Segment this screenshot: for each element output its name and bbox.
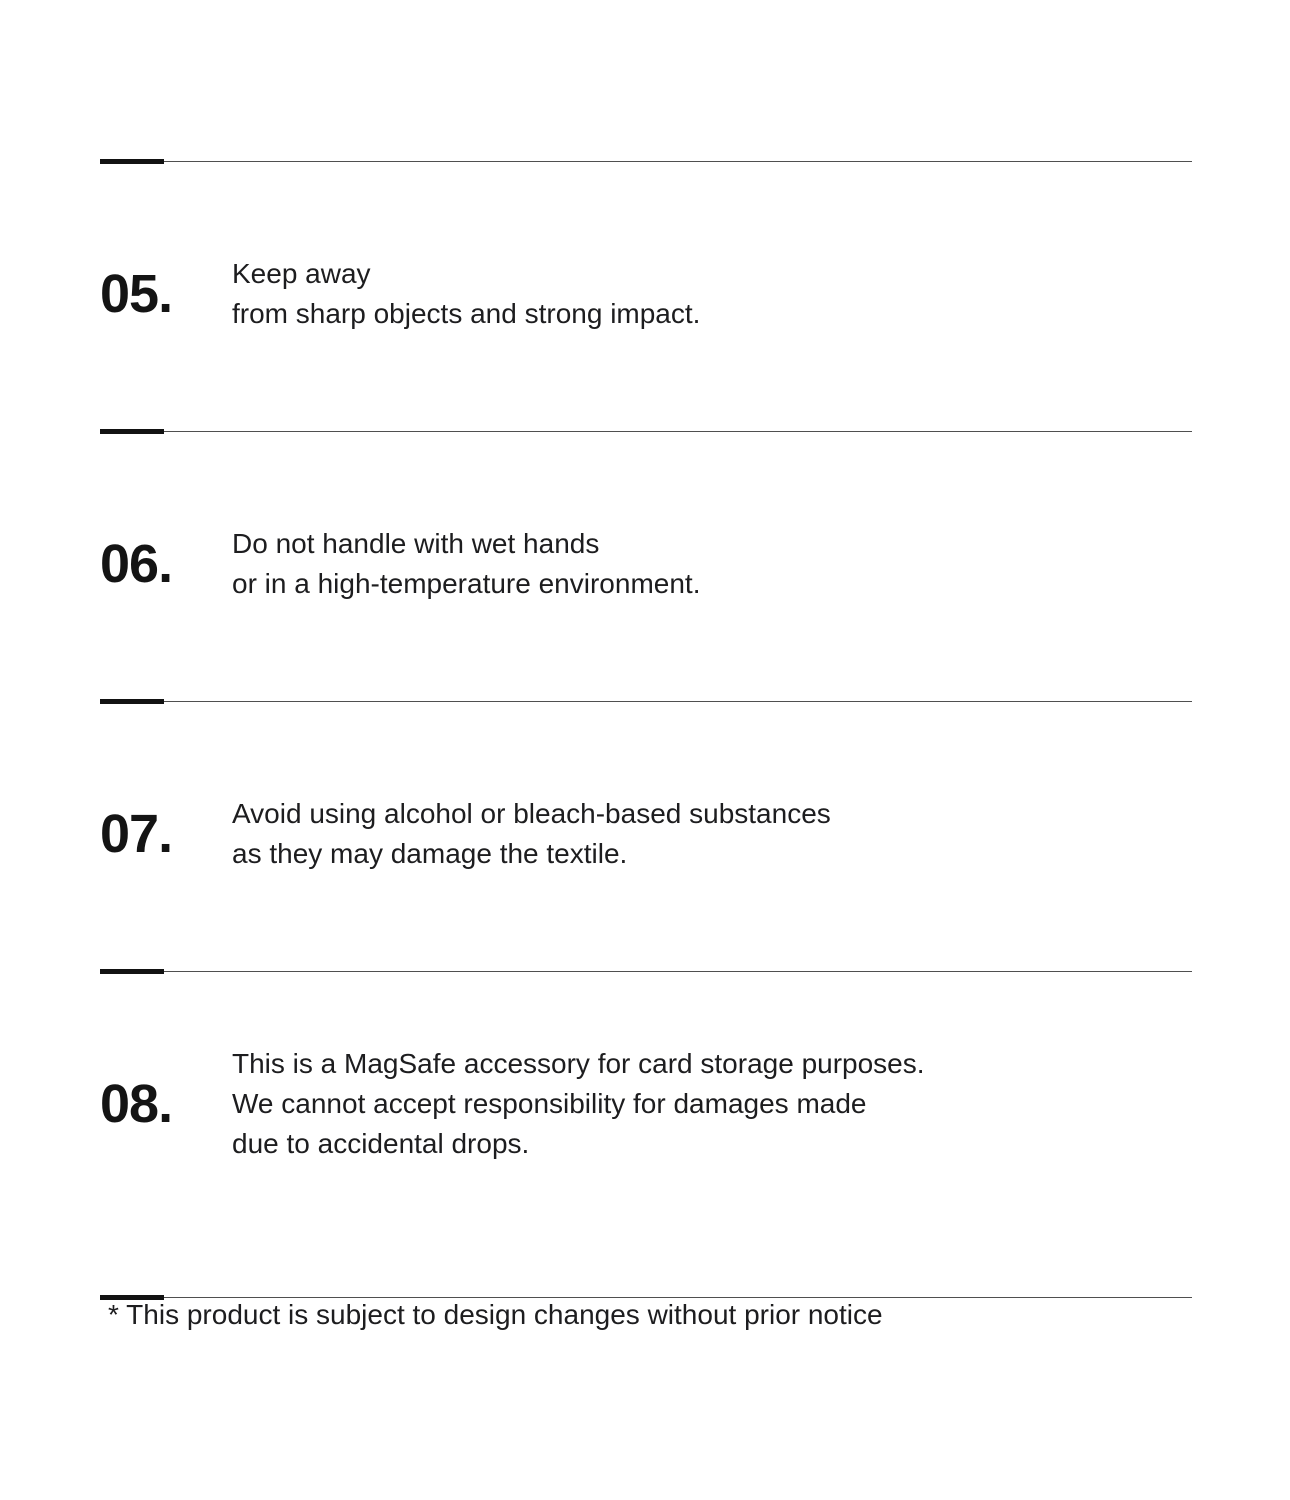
divider-accent-bar (100, 159, 164, 164)
instruction-item-06 (100, 429, 1192, 699)
instruction-text (232, 254, 700, 334)
design-change-footnote: * This product is subject to design changes without prior notice (108, 1299, 883, 1330)
section-divider (100, 159, 1192, 164)
instruction-number: 06. (100, 534, 173, 594)
instruction-line: due to accidental drops. (232, 1128, 530, 1159)
instruction-item-07 (100, 699, 1192, 969)
instruction-line: Keep away (232, 258, 371, 289)
sheet-footer (100, 1295, 1192, 1335)
divider-rule (100, 431, 1192, 433)
section-divider (100, 1295, 1192, 1300)
instruction-line: Avoid using alcohol or bleach-based substances (232, 798, 831, 829)
instruction-line: Do not handle with wet hands (232, 528, 600, 559)
divider-rule (100, 1297, 1192, 1299)
instruction-item-05 (100, 159, 1192, 429)
instruction-line: as they may damage the textile. (232, 838, 628, 869)
divider-accent-bar (100, 699, 164, 704)
divider-accent-bar (100, 1295, 164, 1300)
instruction-line: or in a high-temperature environment. (232, 568, 701, 599)
instruction-number: 05. (100, 264, 173, 324)
section-divider (100, 699, 1192, 704)
divider-accent-bar (100, 969, 164, 974)
section-divider (100, 969, 1192, 974)
divider-rule (100, 971, 1192, 973)
instruction-sheet (100, 159, 1192, 1335)
instruction-number: 08. (100, 1074, 173, 1134)
divider-accent-bar (100, 429, 164, 434)
instruction-line: This is a MagSafe accessory for card storage purposes. (232, 1048, 925, 1079)
instruction-line: from sharp objects and strong impact. (232, 298, 701, 329)
divider-rule (100, 161, 1192, 163)
instruction-text (232, 524, 700, 604)
instruction-line: We cannot accept responsibility for damages made (232, 1088, 867, 1119)
instruction-text (232, 794, 831, 874)
instruction-text (232, 1044, 925, 1164)
instruction-item-08 (100, 969, 1192, 1239)
section-divider (100, 429, 1192, 434)
divider-rule (100, 701, 1192, 703)
instruction-number: 07. (100, 804, 173, 864)
